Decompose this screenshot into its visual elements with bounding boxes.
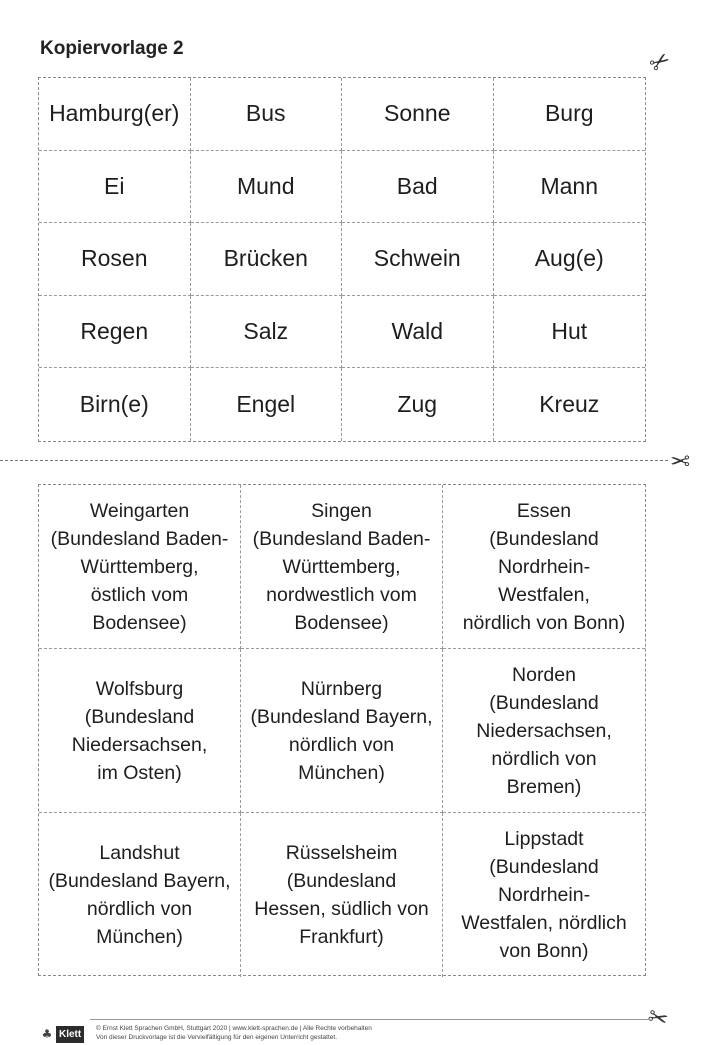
place-card-line: München) xyxy=(96,926,183,948)
place-card-city: Nürnberg xyxy=(300,677,383,700)
place-card-line: nördlich von xyxy=(491,747,597,770)
place-card-city: Singen xyxy=(311,499,372,522)
place-card-line: (Bundesland Bayern, xyxy=(250,705,433,728)
footer-divider xyxy=(90,1019,650,1020)
word-card: Mund xyxy=(191,151,343,224)
logo-text: Klett xyxy=(56,1026,84,1043)
scissors-icon: ✂ xyxy=(670,446,691,474)
place-card-line: Nordrhein- xyxy=(497,555,591,578)
place-card-line: Bodensee) xyxy=(92,611,187,634)
word-card: Rosen xyxy=(39,223,191,296)
place-card xyxy=(443,485,645,649)
place-card-line: (Bundesland Baden- xyxy=(252,527,431,550)
place-card-city: Weingarten xyxy=(89,499,190,522)
place-card-line: Württemberg, xyxy=(80,555,199,578)
place-card-line: Bodensee) xyxy=(294,611,389,634)
logo-mark-icon: ♣ xyxy=(41,1027,53,1041)
place-card-line: (Bundesland xyxy=(489,691,599,714)
word-card: Engel xyxy=(191,368,343,441)
word-card: Zug xyxy=(342,368,494,441)
place-card-line: nördlich von xyxy=(86,898,193,920)
word-card: Aug(e) xyxy=(494,223,646,296)
place-card-line: Frankfurt) xyxy=(299,926,384,948)
place-card xyxy=(443,649,645,813)
place-card-city: Lippstadt xyxy=(504,828,584,850)
place-card-city: Essen xyxy=(516,499,572,522)
footer-line-2: Von dieser Druckvorlage ist die Vervielfältigung für den eigenen Unterricht gestattet. xyxy=(96,1034,337,1041)
word-card: Birn(e) xyxy=(39,368,191,441)
place-card-line: München) xyxy=(298,761,385,784)
cut-line xyxy=(0,460,668,461)
word-card: Bus xyxy=(191,78,343,151)
place-card-line: Westfalen, xyxy=(498,583,590,606)
word-card: Kreuz xyxy=(539,391,600,418)
place-card-line: nördlich von xyxy=(288,733,395,756)
page-title: Kopiervorlage 2 xyxy=(40,38,184,59)
place-card-city: Rüsselsheim xyxy=(285,842,398,864)
place-card-line: von Bonn) xyxy=(499,940,589,962)
word-card: Brücken xyxy=(191,223,343,296)
place-card-line: (Bundesland xyxy=(489,527,599,550)
place-card-line: (Bundesland xyxy=(286,870,397,892)
klett-logo-icon xyxy=(38,1026,86,1043)
place-card xyxy=(39,649,241,813)
place-card-line: östlich vom xyxy=(90,583,189,606)
word-card: Ei xyxy=(39,151,191,224)
place-card-line: Niedersachsen, xyxy=(476,719,612,742)
place-card-line: (Bundesland xyxy=(489,856,599,878)
scissors-icon: ✂ xyxy=(643,44,677,80)
place-card xyxy=(443,813,645,977)
place-card-line: nordwestlich vom xyxy=(266,583,417,606)
word-card: Mann xyxy=(494,151,646,224)
word-card: Hamburg(er) xyxy=(39,78,191,151)
place-card-line: Westfalen, nördlich xyxy=(461,912,627,934)
place-card xyxy=(241,813,443,977)
word-card: Hut xyxy=(494,296,646,369)
word-card: Wald xyxy=(342,296,494,369)
place-card-line: nördlich von Bonn) xyxy=(462,611,626,634)
place-card xyxy=(39,485,241,649)
footer-copyright xyxy=(96,1024,372,1042)
place-card xyxy=(241,649,443,813)
place-card-line: Nordrhein- xyxy=(497,884,591,906)
word-card: Schwein xyxy=(342,223,494,296)
word-card: Salz xyxy=(191,296,343,369)
word-card-grid xyxy=(38,77,646,442)
place-card-city: Norden xyxy=(512,663,576,686)
place-card-city: Wolfsburg xyxy=(95,677,184,700)
scissors-icon: ✂ xyxy=(644,1001,672,1035)
place-card xyxy=(241,485,443,649)
place-card-line: (Bundesland Bayern, xyxy=(48,870,231,892)
place-card-line: Bremen) xyxy=(506,775,582,798)
place-card-line: Niedersachsen, xyxy=(71,733,208,756)
place-card-line: Württemberg, xyxy=(282,555,401,578)
place-card-line: im Osten) xyxy=(97,761,182,784)
place-card-grid xyxy=(38,484,646,976)
word-card: Burg xyxy=(494,78,646,151)
place-card-city: Landshut xyxy=(99,842,180,864)
place-card-line: (Bundesland xyxy=(84,705,195,728)
place-card-line: (Bundesland Baden- xyxy=(50,527,229,550)
place-card xyxy=(39,813,241,977)
footer-line-1: © Ernst Klett Sprachen GmbH, Stuttgart 2020 | www.klett-sprachen.de | Alle Rechte vorbehalten xyxy=(96,1025,372,1032)
word-card: Sonne xyxy=(342,78,494,151)
word-card: Regen xyxy=(39,296,191,369)
place-card-line: Hessen, südlich von xyxy=(254,898,429,920)
word-card: Bad xyxy=(342,151,494,224)
